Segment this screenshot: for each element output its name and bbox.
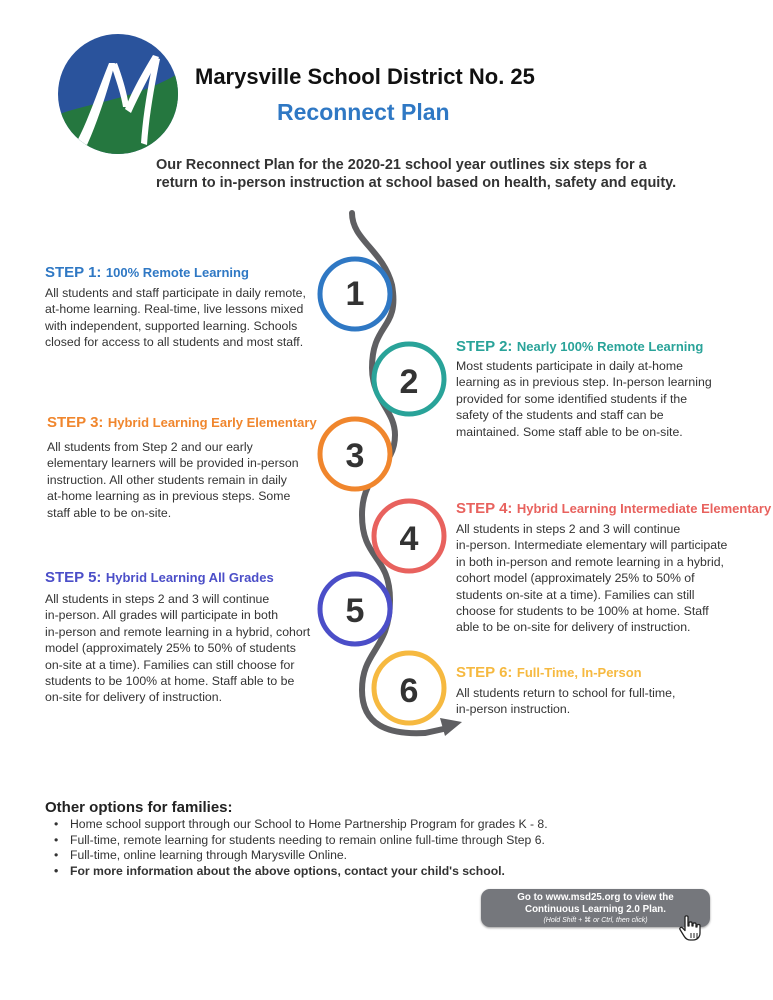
step-label: STEP 6: [456, 664, 513, 681]
other-options-title: Other options for families: [45, 799, 233, 816]
step-line: on-site for delivery of instruction. [45, 690, 223, 705]
step-number: 3 [345, 437, 365, 475]
step-line: All students return to school for full-time, [456, 686, 676, 700]
step-3-block [47, 414, 317, 521]
intro-line: return to in-person instruction at school based on health, safety and equity. [156, 175, 677, 191]
step-label: STEP 1: [45, 264, 102, 281]
cta-hint: (Hold Shift + ⌘ or Ctrl, then click) [543, 917, 648, 924]
list-item: • Full-time, remote learning for students needing to remain online full-time through Step 6. [52, 833, 548, 849]
step-description [456, 685, 675, 718]
step-description [47, 439, 317, 521]
step-line: closed for access to all students and most staff. [45, 335, 304, 350]
step-line: at-home learning as in previous steps. Some [47, 489, 291, 504]
step-heading [47, 414, 317, 432]
step-line: model (approximately 25% to 50% of students [45, 641, 296, 656]
step-line: in-person instruction. [456, 702, 571, 717]
list-item: • Home school support through our School to Home Partnership Program for grades K - 8. [52, 817, 548, 833]
step-number: 2 [399, 363, 419, 401]
step-line: able to be on-site for delivery of instruction. [456, 620, 691, 635]
step-4-block [456, 500, 771, 636]
list-item: • For more information about the above options, contact your child's school. [52, 864, 548, 880]
road-arrowhead [440, 718, 462, 736]
step-1-block [45, 264, 306, 351]
step-line: students on-site at a time). Families can still [456, 587, 695, 602]
step-marker-6 [374, 653, 444, 723]
step-label: STEP 4: [456, 500, 513, 517]
step-line: All students in steps 2 and 3 will continue [456, 522, 681, 536]
step-line: Most students participate in daily at-home [456, 359, 683, 373]
step-line: provided for some identified students if the [456, 391, 688, 406]
step-line: maintained. Some staff able to be on-site. [456, 424, 683, 439]
step-label: STEP 5: [45, 569, 102, 586]
other-options-list [52, 817, 548, 879]
step-line: choose for students to be 100% at home. Staff [456, 604, 709, 619]
step-6-block [456, 664, 675, 718]
step-line: safety of the students and staff can be [456, 408, 664, 423]
cta-line: Go to www.msd25.org to view the [517, 892, 674, 903]
list-item: • Full-time, online learning through Marysville Online. [52, 848, 548, 864]
step-number: 5 [345, 592, 365, 630]
step-label: STEP 2: [456, 338, 513, 355]
step-line: All students in steps 2 and 3 will continue [45, 592, 270, 606]
page-title: Marysville School District No. 25 [195, 64, 535, 89]
step-heading [456, 500, 771, 518]
step-number: 4 [399, 520, 419, 558]
step-label: STEP 3: [47, 414, 104, 431]
step-line: staff able to be on-site. [47, 505, 172, 520]
page-subtitle: Reconnect Plan [277, 99, 450, 125]
step-description [456, 358, 712, 440]
step-title: Hybrid Learning All Grades [105, 570, 274, 585]
step-description [456, 521, 771, 636]
step-title: 100% Remote Learning [105, 265, 249, 280]
step-title: Hybrid Learning Early Elementary [107, 415, 317, 430]
step-line: All students and staff participate in daily remote, [45, 286, 306, 300]
step-heading [456, 338, 712, 356]
step-line: All students from Step 2 and our early [47, 440, 253, 454]
step-line: on-site at a time). Families can still choose for [45, 657, 295, 672]
step-2-block [456, 338, 712, 440]
step-description [45, 285, 306, 351]
step-marker-3 [320, 419, 390, 489]
step-heading [45, 264, 306, 282]
step-number: 6 [399, 672, 419, 710]
step-marker-1 [320, 259, 390, 329]
step-line: cohort model (approximately 25% to 50% of [456, 571, 695, 586]
cta-line: Continuous Learning 2.0 Plan. [525, 904, 666, 915]
step-line: at-home learning. Real-time, live lessons mixed [45, 302, 304, 317]
step-line: students to be 100% at home. Staff able to be [45, 674, 295, 689]
step-line: elementary learners will be provided in-person [47, 456, 299, 471]
step-title: Full-Time, In-Person [516, 665, 642, 680]
step-title: Nearly 100% Remote Learning [516, 339, 704, 354]
step-line: in-person. Intermediate elementary will participate [456, 538, 728, 553]
step-heading [456, 664, 675, 682]
step-line: with independent, supported learning. Schools [45, 318, 298, 333]
step-title: Hybrid Learning Intermediate Elementary [516, 501, 772, 516]
step-marker-2 [374, 344, 444, 414]
step-line: in-person. All grades will participate in both [45, 608, 279, 623]
step-line: in both in-person and remote learning in a hybrid, [456, 554, 724, 569]
step-heading [45, 569, 310, 587]
step-line: in-person and remote learning in a hybrid, cohort [45, 624, 311, 639]
step-marker-5 [320, 574, 390, 644]
step-5-block [45, 569, 310, 706]
hand-pointer-icon [676, 914, 704, 942]
step-line: instruction. All other students remain in daily [47, 472, 287, 487]
step-description [45, 591, 310, 706]
step-line: learning as in previous step. In-person learning [456, 375, 712, 390]
step-number: 1 [345, 275, 365, 313]
step-marker-4 [374, 501, 444, 571]
intro-line: Our Reconnect Plan for the 2020-21 school year outlines six steps for a [156, 157, 647, 173]
